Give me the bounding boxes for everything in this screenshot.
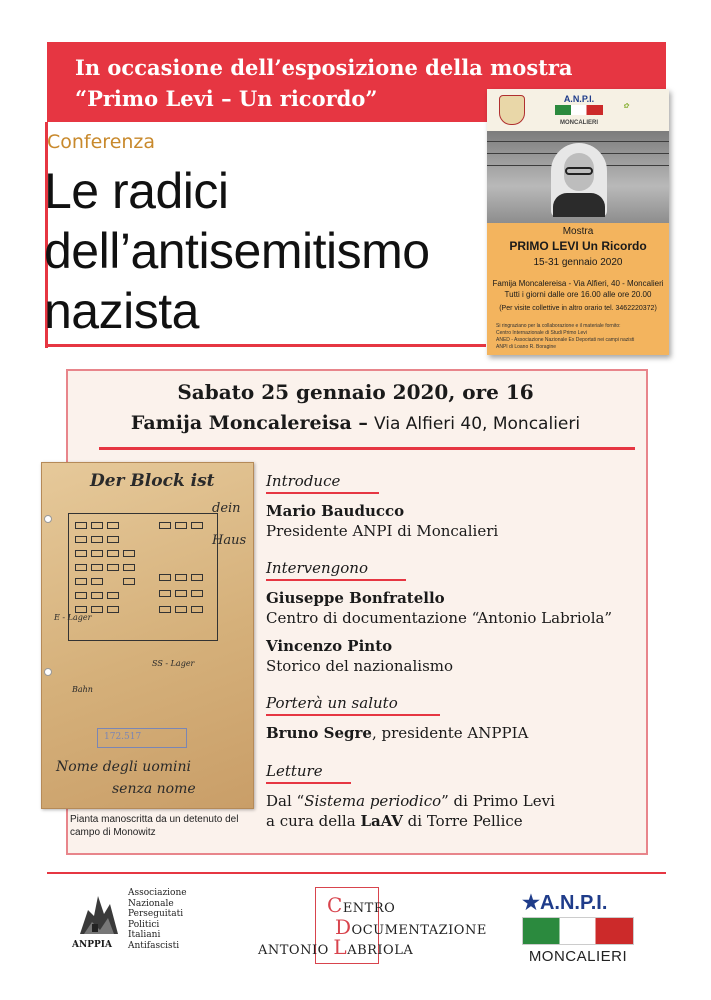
city-crest-icon [499,95,525,125]
handwritten-haus: Haus [212,533,247,548]
laav-name: LaAV [360,812,403,830]
title-line-1: Le radici [44,163,229,219]
handwritten-title: Der Block ist [90,471,215,491]
cdl-antonio-labriola [258,935,413,959]
letture-line-1 [266,792,555,810]
venue-underline [99,447,635,450]
anpi-moncalieri-logo [522,890,640,965]
poster-thanks-2: Centro Internazionale di Studi Primo Levi [496,330,587,336]
cdl-word: OCUMENTAZIONE [351,923,487,938]
poster-venue: Famija Moncalereisa - Via Alfieri, 40 - Moncalieri [492,279,664,288]
section-saluto: Porterà un saluto [266,694,398,712]
kicker-conferenza: Conferenza [47,131,156,153]
cdl-letter: L [333,935,348,959]
anpi-town: MONCALIERI [528,948,628,965]
partner-logo-icon: ✿ [623,103,629,110]
poster-thanks-4: ANPI di Loano R. Boragine [496,344,557,350]
cdl-word: ABRIOLA [347,943,414,958]
poster-thanks-1: Si ringraziano per la collaborazione e il materiale fornito: [496,323,621,329]
speaker-1-role: Centro di documentazione “Antonio Labriola” [266,609,613,627]
section-rule [266,579,406,581]
venue-name: Famija Moncalereisa – [130,412,368,434]
cdl-word: ANTONIO [258,943,329,958]
star-icon: ★ [522,892,540,914]
anppia-line: Nazionale [128,898,174,909]
anppia-line: Italiani [128,930,161,940]
banner-line-2: “Primo Levi – Un ricordo” [75,86,378,111]
speaker-2-role: Storico del nazionalismo [266,657,454,675]
letture-text: ” di Primo Levi [441,792,555,810]
event-date-time: Sabato 25 gennaio 2020, ore 16 [177,380,534,404]
section-rule [266,782,351,784]
section-rule [266,714,440,716]
binder-hole [44,668,52,676]
anppia-line: Associazione [128,888,187,898]
venue-address: Via Alfieri 40, Moncalieri [373,414,581,434]
section-rule [266,492,379,494]
handwritten-bottom-1: Nome degli uomini [56,759,191,775]
introducer-role: Presidente ANPI di Moncalieri [266,522,499,540]
poster-anpi-town: MONCALIERI [560,120,598,126]
image-caption: Pianta manoscritta da un detenuto del campo di Monowitz [70,814,239,838]
anppia-line: Perseguitati [128,909,184,919]
letture-line-2 [266,812,523,830]
letture-text: a cura della [266,812,361,830]
portrait-figure [551,143,607,217]
footer-rule [47,872,666,874]
introducer-name: Mario Bauducco [266,502,405,520]
handwritten-dein: dein [212,501,241,516]
title-line-3: nazista [44,283,199,339]
archive-stamp: 172.517 [97,728,187,748]
anpi-title [522,890,640,915]
speaker-1-name: Giuseppe Bonfratello [266,589,445,607]
poster-logo-strip [487,89,669,131]
event-venue [0,412,711,434]
letture-text: di Torre Pellice [402,812,523,830]
title-underline [47,344,486,347]
poster-mostra: Mostra [562,226,594,237]
cdl-word: ENTRO [342,901,396,916]
anppia-line: Antifascisti [128,940,180,951]
section-letture: Letture [266,762,323,780]
poster-thanks-3: ANED - Associazione Nazionale Ex Deportati nei campi nazisti [496,337,635,343]
poster-hours: Tutti i giorni dalle ore 16.00 alle ore 20.00 [504,290,652,299]
saluto-role: , presidente ANPPIA [371,724,529,742]
cdl-letter: D [335,915,352,939]
italian-flag-icon [555,105,603,115]
saluto-line [266,724,528,742]
banner-line-1: In occasione dell’esposizione della mostra [75,55,573,80]
binder-hole [44,515,52,523]
cdl-letter: C [327,893,343,917]
anppia-label: ANPPIA [72,940,112,950]
poster-dates: 15-31 gennaio 2020 [533,257,623,268]
anppia-full-name [128,888,187,951]
book-title: Sistema periodico [304,792,442,810]
poster-anpi-text: A.N.P.I. [563,94,595,104]
poster-collective-visits: (Per visite collettive in altro orario tel. 3462220372) [499,305,657,312]
section-intervengono: Intervengono [266,559,368,577]
handwritten-bottom-2: senza nome [112,781,196,797]
anppia-logo-icon [74,890,124,938]
saluto-name: Bruno Segre [266,724,372,742]
poster-portrait-photo [487,131,669,223]
anpi-text: A.N.P.I. [539,892,608,914]
title-line-2: dell’antisemitismo [44,223,430,279]
anppia-line: Politici [128,919,160,930]
speaker-2-name: Vincenzo Pinto [266,637,393,655]
camp-plan-manuscript: Der Block ist dein Haus E - Lager SS - Lager Bahn 172.517 Nome degli uomini senza nome [41,462,254,809]
poster-exhibit-name: PRIMO LEVI Un Ricordo [509,239,647,253]
exhibition-poster [487,89,669,355]
italian-flag-icon [522,917,634,945]
cdl-centro [327,893,395,917]
poster-anpi-logo [555,94,603,126]
letture-text: Dal “ [266,792,305,810]
section-introduce: Introduce [266,472,341,490]
